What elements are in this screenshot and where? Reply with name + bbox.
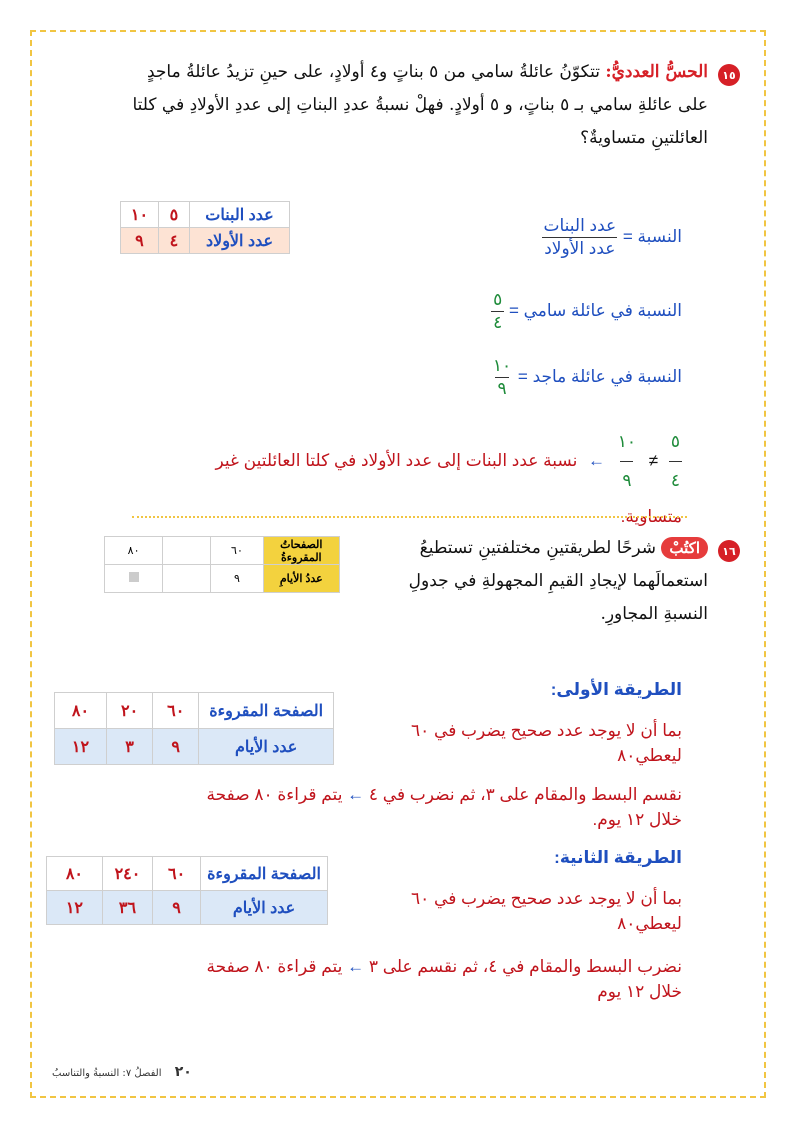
problem-16-text: [348, 532, 708, 631]
m2-pages-v3: ٨٠: [47, 857, 103, 891]
book-pages-v1: ٦٠: [211, 537, 263, 565]
method2-text-b: ليعطي٨٠: [617, 914, 682, 933]
m1-days-v2: ٣: [107, 729, 153, 765]
method2-table: [46, 856, 328, 925]
m2-days-v3: ١٢: [47, 891, 103, 925]
ratio-fraction: [541, 216, 618, 259]
problem-15-line1-text: تتكوّنُ عائلةُ سامي من ٥ بناتٍ و٤ أولادٍ، على حينِ تزيدُ عائلةُ ماجدٍ: [146, 62, 600, 82]
m2-days-v2: ٣٦: [102, 891, 152, 925]
book-days-v3: [105, 565, 163, 593]
boys-count-label: عدد الأولاد: [189, 228, 289, 254]
compare-left-fraction: [669, 424, 682, 499]
boys-majed: ٩: [121, 228, 159, 254]
m2-pages-label: الصفحة المقروءة: [201, 857, 328, 891]
majed-numerator: ١٠: [492, 356, 512, 375]
compare-right-den: ٩: [620, 461, 633, 499]
conclusion: [122, 424, 682, 535]
problem-16-line1: [348, 532, 708, 565]
method2-arrow-icon: ←: [347, 957, 365, 976]
not-equal-sign: ≠: [648, 450, 659, 470]
method1-step-c: خلال ١٢ يوم.: [592, 810, 682, 829]
problem-16-number: ١٦: [718, 540, 740, 562]
girls-sami: ٥: [158, 202, 189, 228]
method1-table: [54, 692, 334, 765]
method1-step-b: يتم قراءة ٨٠ صفحة: [206, 785, 343, 804]
sami-ratio-label: النسبة في عائلة سامي =: [508, 300, 682, 320]
m1-pages-v3: ٨٠: [55, 693, 107, 729]
compare-right-num: ١٠: [617, 432, 637, 451]
method1-arrow-icon: ←: [347, 785, 365, 804]
m1-days-v3: ١٢: [55, 729, 107, 765]
ratio-definition: [541, 216, 682, 259]
page-number: ٢٠: [174, 1064, 192, 1080]
book-pages-v3: ٨٠: [105, 537, 163, 565]
method2-text-a: بما أن لا يوجد عدد صحيح يضرب في ٦٠: [411, 889, 682, 908]
unknown-box-icon: [129, 572, 139, 582]
problem-15-text: [68, 56, 708, 155]
compare-left-num: ٥: [670, 432, 680, 451]
method2-step-a: نضرب البسط والمقام في ٤، ثم نقسم على ٣: [368, 957, 682, 976]
problem-16-line3: النسبةِ المجاورِ.: [600, 604, 708, 624]
m1-pages-v2: ٢٠: [107, 693, 153, 729]
chapter-title: الفصلُ ٧: النسبةُ والتناسبُ: [52, 1068, 162, 1079]
problem-15-line3: العائلتينِ متساويةٌ؟: [580, 128, 708, 148]
method2-steps: [122, 954, 682, 1004]
book-days-label: عددُ الأيامِ: [263, 565, 339, 593]
majed-fraction: [491, 356, 513, 399]
book-days-v2: [163, 565, 211, 593]
book-days-v1: ٩: [211, 565, 263, 593]
method1-text-a: بما أن لا يوجد عدد صحيح يضرب في ٦٠: [411, 721, 682, 740]
conclusion-text-b: متساوية.: [620, 507, 682, 526]
conclusion-text-a: نسبة عدد البنات إلى عدد الأولاد في كلتا العائلتين غير: [215, 450, 578, 470]
majed-denominator: ٩: [497, 379, 507, 398]
problem-16-line2: استعمالَهما لإيجادِ القيمِ المجهولةِ في جدولِ: [408, 571, 708, 591]
majed-ratio: [491, 356, 682, 399]
ratio-numerator: عدد البنات: [543, 216, 617, 235]
problem-15-number: ١٥: [718, 64, 740, 86]
ratio-table-book: [104, 536, 340, 593]
method2-step-c: خلال ١٢ يوم: [597, 982, 682, 1001]
method2-step-line1: [122, 954, 682, 979]
write-badge: اكتُبْ: [661, 537, 708, 559]
sami-numerator: ٥: [493, 290, 503, 309]
method1-steps: [122, 782, 682, 832]
m2-days-label: عدد الأيام: [201, 891, 328, 925]
method2-title: الطريقة الثانية:: [554, 848, 682, 867]
sami-fraction: [491, 290, 504, 333]
majed-ratio-label: النسبة في عائلة ماجد =: [517, 366, 682, 386]
book-pages-label: الصفحاتُ المقروءةُ: [263, 537, 339, 565]
m2-pages-v2: ٢٤٠: [102, 857, 152, 891]
section-divider: [132, 516, 687, 518]
conclusion-line1: [122, 424, 682, 499]
m1-pages-label: الصفحة المقروءة: [199, 693, 334, 729]
method2-step-b: يتم قراءة ٨٠ صفحة: [206, 957, 343, 976]
problem-15-line1: [68, 56, 708, 89]
method1-text: [352, 718, 682, 768]
m1-days-v1: ٩: [153, 729, 199, 765]
problem-16-line1-text: شرحًا لطريقتينِ مختلفتينِ تستطيعُ: [419, 538, 657, 558]
m2-days-v1: ٩: [153, 891, 201, 925]
book-pages-v2: [163, 537, 211, 565]
page-footer: [52, 1064, 192, 1080]
method2-text: [352, 886, 682, 936]
method1-step-line1: [122, 782, 682, 807]
sami-ratio: [491, 290, 682, 333]
ratio-denominator: عدد الأولاد: [544, 239, 616, 258]
girls-count-label: عدد البنات: [189, 202, 289, 228]
problem-15-line2: على عائلةِ سامي بـ ٥ بناتٍ، و ٥ أولادٍ. فهلْ نسبةُ عددِ البناتِ إلى عددِ الأولادِ في كلتا: [132, 95, 708, 115]
compare-left-den: ٤: [669, 461, 682, 499]
method1-step-a: نقسم البسط والمقام على ٣، ثم نضرب في ٤: [368, 785, 682, 804]
method1-title: الطريقة الأولى:: [550, 680, 682, 699]
m1-pages-v1: ٦٠: [153, 693, 199, 729]
boys-girls-table: [120, 201, 290, 254]
girls-majed: ١٠: [121, 202, 159, 228]
boys-sami: ٤: [158, 228, 189, 254]
m1-days-label: عدد الأيام: [199, 729, 334, 765]
method1-text-b: ليعطي٨٠: [617, 746, 682, 765]
arrow-icon: ←: [588, 450, 606, 470]
problem-15-heading: الحسُّ العدديُّ:: [605, 62, 708, 82]
m2-pages-v1: ٦٠: [153, 857, 201, 891]
sami-denominator: ٤: [493, 313, 503, 332]
ratio-label: النسبة =: [622, 226, 682, 246]
compare-right-fraction: [616, 424, 638, 499]
